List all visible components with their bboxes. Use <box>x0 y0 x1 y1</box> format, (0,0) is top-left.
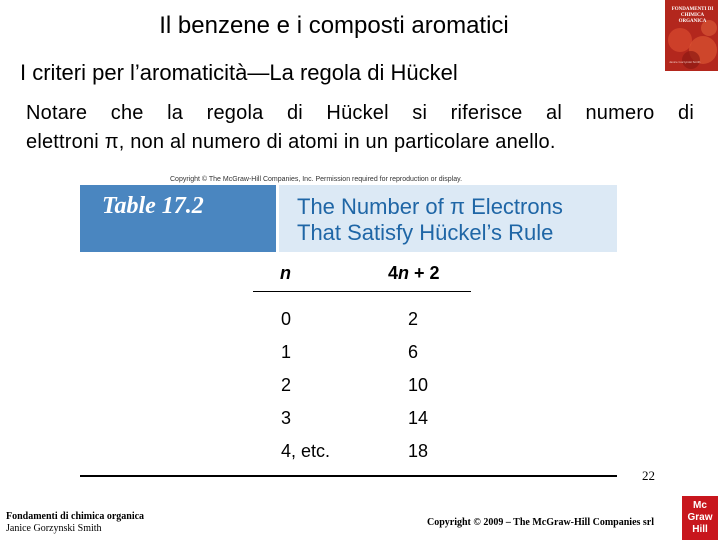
slide-subtitle: I criteri per l’aromaticità—La regola di Hückel <box>20 60 458 85</box>
logo-line-1: Mc <box>693 500 707 511</box>
table-cell-value: 14 <box>408 408 429 428</box>
col-4n-part-b: n <box>398 263 410 283</box>
book-cover-author: Janice Gorzynski Smith <box>669 60 701 64</box>
header-rule <box>253 291 471 292</box>
table-cell-value: 2 <box>408 309 419 329</box>
table-caption-line-1: The Number of π Electrons <box>297 194 563 219</box>
mcgraw-hill-logo <box>682 496 718 540</box>
table-cell-value: 18 <box>408 441 429 461</box>
table-cell-value: 10 <box>408 375 429 395</box>
slide-title: Il benzene e i composti aromatici <box>159 12 509 39</box>
table-cell-value: 6 <box>408 342 419 362</box>
table-cell-n: 1 <box>281 342 292 362</box>
footer-author: Janice Gorzynski Smith <box>6 523 102 534</box>
book-cover-image <box>665 0 718 71</box>
col-4n-part-c: + 2 <box>409 263 440 283</box>
logo-line-2: Graw <box>687 512 713 523</box>
col-4n-part-a: 4 <box>388 263 399 283</box>
table-bottom-rule <box>80 475 617 477</box>
book-cover-title: FONDAMENTI DI CHIMICA ORGANICA <box>671 7 714 24</box>
table-caption-line-2: That Satisfy Hückel’s Rule <box>297 220 554 245</box>
logo-line-3: Hill <box>692 524 708 535</box>
footer-book-title: Fondamenti di chimica organica <box>6 511 145 522</box>
column-header-4n-plus-2 <box>388 263 440 284</box>
table-number-box <box>80 185 276 252</box>
column-header-n: n <box>280 263 291 283</box>
table-cell-n: 4, etc. <box>281 441 331 461</box>
page-number: 22 <box>642 468 655 483</box>
slide-body-text <box>26 99 694 157</box>
table-copyright-notice: Copyright © The McGraw-Hill Companies, Inc. Permission required for reproduction or display. <box>170 176 463 183</box>
table-cell-n: 3 <box>281 408 292 428</box>
table-banner <box>80 185 617 252</box>
table-caption-box <box>279 185 617 252</box>
footer-book-info <box>6 511 144 535</box>
table-number: Table 17.2 <box>102 193 204 219</box>
body-line-2: elettroni π, non al numero di atomi in un particolare anello. <box>26 131 556 153</box>
body-line-1: Notare che la regola di Hückel si riferisce al numero di <box>26 102 694 124</box>
footer-copyright: Copyright © 2009 – The McGraw-Hill Companies srl <box>427 517 655 528</box>
table-cell-n: 2 <box>281 375 292 395</box>
table-cell-n: 0 <box>281 309 292 329</box>
